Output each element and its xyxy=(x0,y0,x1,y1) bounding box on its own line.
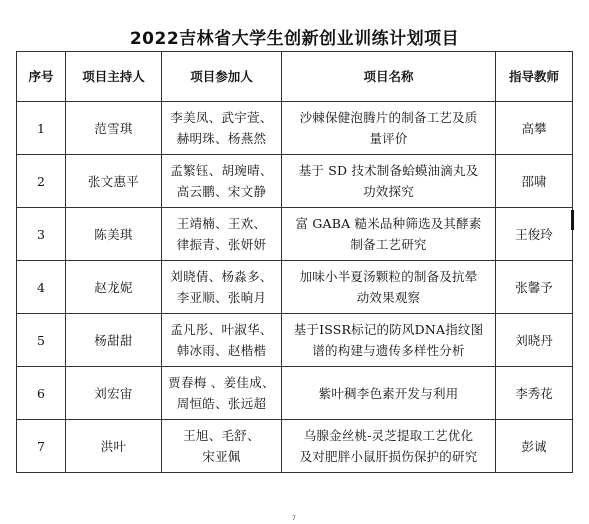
table-row xyxy=(17,208,573,261)
row-leader: 杨甜甜 xyxy=(66,314,162,367)
header-members: 项目参加人 xyxy=(162,52,282,102)
table-row xyxy=(17,367,573,420)
members-line: 赫明珠、杨燕然 xyxy=(176,131,267,146)
table-row xyxy=(17,155,573,208)
row-members xyxy=(162,314,282,367)
row-project-name xyxy=(282,314,496,367)
row-project-name xyxy=(282,208,496,261)
row-advisor: 张馨予 xyxy=(496,261,573,314)
members-line: 刘晓倩、杨淼多、 xyxy=(170,269,273,284)
row-advisor: 彭诚 xyxy=(496,420,573,473)
header-name: 项目名称 xyxy=(282,52,496,102)
members-line: 高云鹏、宋文静 xyxy=(176,184,267,199)
header-no: 序号 xyxy=(17,52,66,102)
project-name-line: 紫叶稠李色素开发与利用 xyxy=(318,385,459,401)
table-row xyxy=(17,314,573,367)
row-advisor: 刘晓丹 xyxy=(496,314,573,367)
row-no: 6 xyxy=(17,367,66,420)
members-line: 周恒皓、张远超 xyxy=(176,396,267,411)
project-name-line: 基于 SD 技术制备蛤蟆油滴丸及 xyxy=(298,163,479,178)
project-name-line: 动效果观察 xyxy=(356,290,421,305)
members-line: 王靖楠、王欢、 xyxy=(176,216,267,231)
members-line: 贾春梅 、姜佳成、 xyxy=(168,375,275,390)
row-advisor: 王俊玲 xyxy=(496,208,573,261)
members-line: 孟凡彤、叶淑华、 xyxy=(170,322,273,337)
row-project-name xyxy=(282,155,496,208)
row-advisor: 邵啸 xyxy=(496,155,573,208)
row-leader: 刘宏宙 xyxy=(66,367,162,420)
header-leader: 项目主持人 xyxy=(66,52,162,102)
row-advisor: 李秀花 xyxy=(496,367,573,420)
row-members xyxy=(162,420,282,473)
project-name-line: 加味小半夏汤颗粒的制备及抗晕 xyxy=(299,269,478,284)
margin-mark xyxy=(571,210,574,230)
row-leader: 洪叶 xyxy=(66,420,162,473)
row-project-name xyxy=(282,367,496,420)
project-name-line: 量评价 xyxy=(369,131,408,146)
project-name-line: 谱的构建与遗传多样性分析 xyxy=(312,343,465,358)
row-members xyxy=(162,155,282,208)
table-row xyxy=(17,102,573,155)
row-no: 1 xyxy=(17,102,66,155)
table-row xyxy=(17,261,573,314)
row-no: 4 xyxy=(17,261,66,314)
table-header-row xyxy=(17,52,573,102)
row-no: 5 xyxy=(17,314,66,367)
row-no: 7 xyxy=(17,420,66,473)
header-advisor: 指导教师 xyxy=(496,52,573,102)
members-line: 王旭、毛舒、 xyxy=(183,428,260,443)
project-name-line: 制备工艺研究 xyxy=(350,237,427,252)
row-members xyxy=(162,367,282,420)
members-line: 律振青、张妍妍 xyxy=(176,237,267,252)
members-line: 宋亚佩 xyxy=(202,449,241,464)
row-project-name xyxy=(282,261,496,314)
page-title: 2022吉林省大学生创新创业训练计划项目 xyxy=(129,29,460,49)
row-leader: 赵龙妮 xyxy=(66,261,162,314)
row-leader: 张文惠平 xyxy=(66,155,162,208)
members-line: 韩冰雨、赵楷楷 xyxy=(176,343,267,358)
row-members xyxy=(162,102,282,155)
project-name-line: 基于ISSR标记的防风DNA指纹图 xyxy=(293,322,484,337)
page-number: 7 xyxy=(292,515,296,522)
table-row xyxy=(17,420,573,473)
project-name-line: 沙棘保健泡腾片的制备工艺及质 xyxy=(299,110,478,125)
project-name-line: 乌腺金丝桃-灵芝提取工艺优化 xyxy=(303,428,474,443)
row-no: 2 xyxy=(17,155,66,208)
project-name-line: 富 GABA 糙米品种筛选及其酵素 xyxy=(295,216,482,231)
row-no: 3 xyxy=(17,208,66,261)
row-members xyxy=(162,208,282,261)
project-name-line: 及对肥胖小鼠肝损伤保护的研究 xyxy=(299,449,478,464)
row-project-name xyxy=(282,102,496,155)
project-name-line: 功效探究 xyxy=(363,184,414,199)
row-advisor: 高攀 xyxy=(496,102,573,155)
members-line: 李美凤、武宇萱、 xyxy=(170,110,273,125)
row-leader: 陈美琪 xyxy=(66,208,162,261)
row-leader: 范雪琪 xyxy=(66,102,162,155)
project-table xyxy=(16,51,573,473)
members-line: 孟繁钰、胡琬晴、 xyxy=(170,163,273,178)
row-project-name xyxy=(282,420,496,473)
members-line: 李亚顺、张晌月 xyxy=(176,290,267,305)
row-members xyxy=(162,261,282,314)
